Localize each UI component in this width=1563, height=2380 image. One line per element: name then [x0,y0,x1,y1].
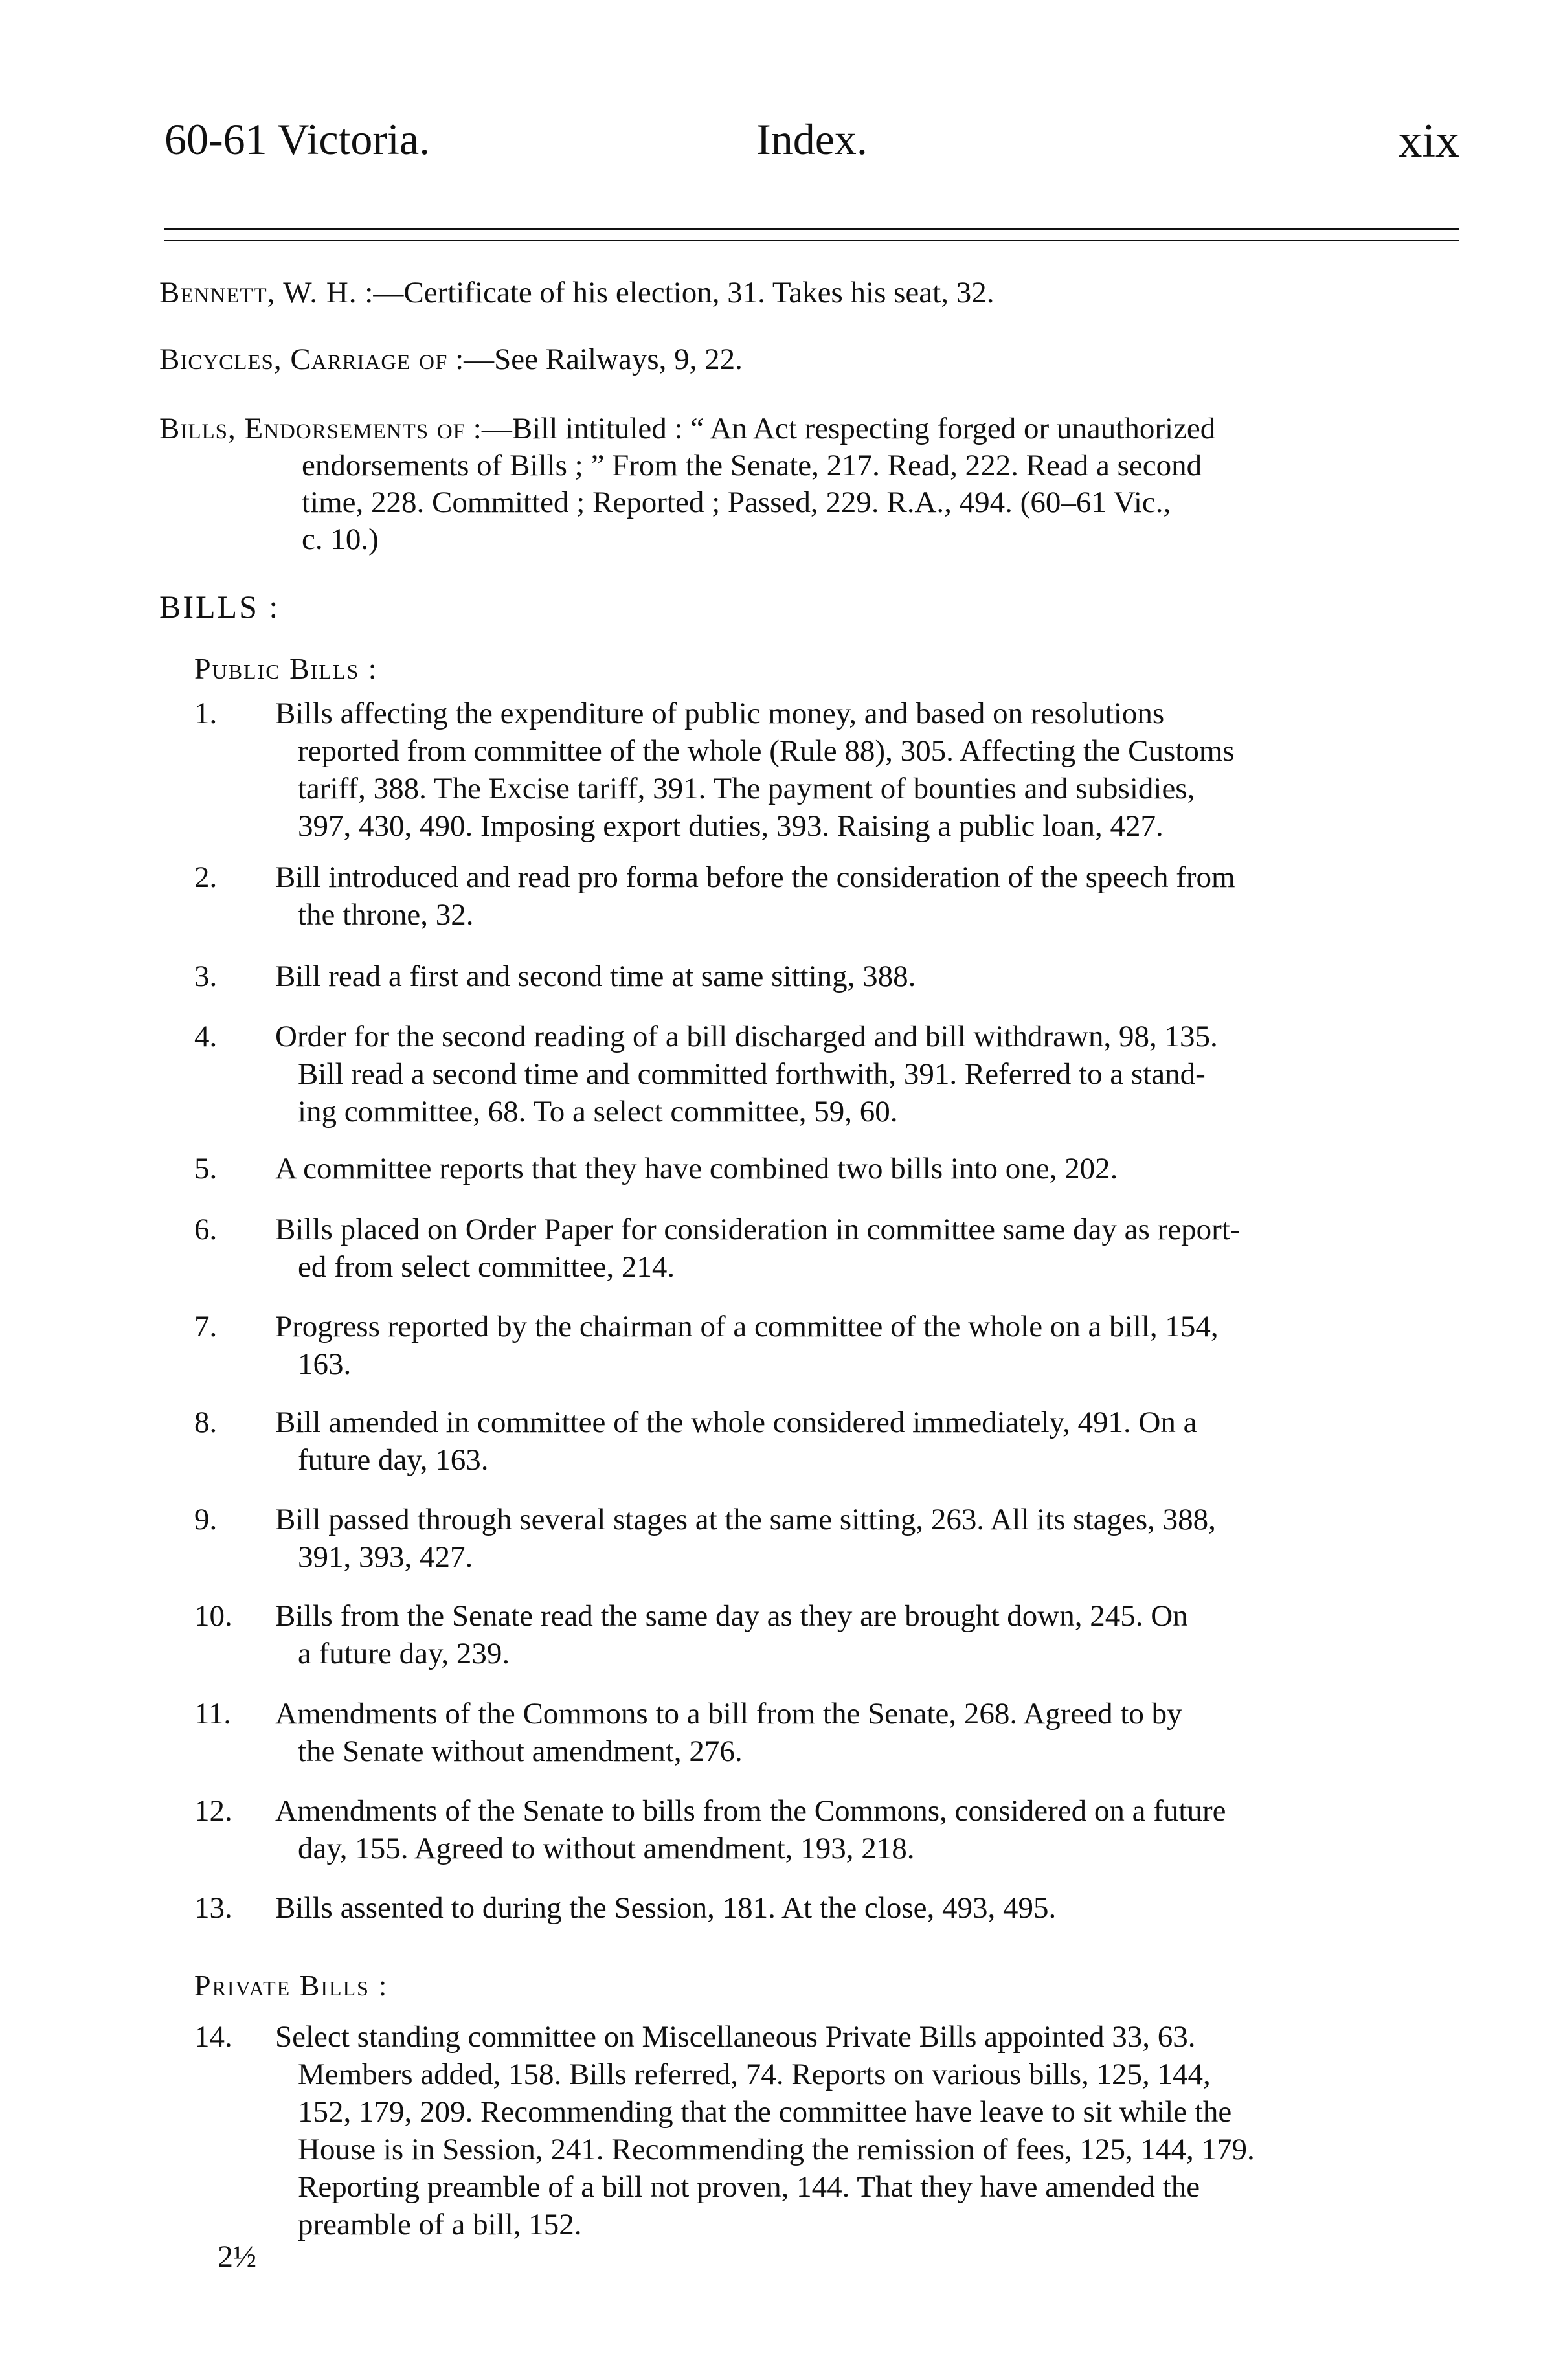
list-item [194,1018,1457,1130]
item-number: 9. [194,1503,218,1536]
item-text: Reporting preamble of a bill not proven, 144. That they have amended the [298,2170,1200,2204]
index-entry [159,341,1454,378]
item-number: 3. [194,960,218,993]
item-text: Select standing committee on Miscellaneous Private Bills appointed 33, 63. [275,2020,1196,2054]
subheading-private-bills: Private Bills : [194,1969,388,2002]
list-item [194,859,1457,934]
item-number: 2. [194,860,218,894]
list-item [194,1695,1457,1770]
item-text: preamble of a bill, 152. [298,2208,582,2241]
list-item [194,1308,1457,1383]
item-text: Bills from the Senate read the same day as they are brought down, 245. On [275,1599,1188,1633]
header-title: Index. [756,115,868,164]
list-item [194,2018,1457,2243]
item-text: the Senate without amendment, 276. [298,1734,743,1768]
list-item [194,1597,1457,1672]
entry-text: See Railways, 9, 22. [494,342,743,376]
entry-separator: :— [466,412,512,445]
item-number: 14. [194,2020,232,2054]
item-text: Order for the second reading of a bill discharged and bill withdrawn, 98, 135. [275,1020,1218,1053]
entry-text: Certificate of his election, 31. Takes his seat, 32. [403,276,995,309]
item-number: 10. [194,1599,232,1633]
item-text: Amendments of the Senate to bills from the Commons, considered on a future [275,1794,1226,1828]
item-number: 5. [194,1152,218,1185]
item-text: a future day, 239. [298,1637,510,1670]
item-text: Amendments of the Commons to a bill from the Senate, 268. Agreed to by [275,1697,1182,1731]
item-text: Members added, 158. Bills referred, 74. Reports on various bills, 125, 144, [298,2058,1211,2091]
item-text: 391, 393, 427. [298,1540,473,1574]
item-text: Progress reported by the chairman of a committee of the whole on a bill, 154, [275,1310,1219,1343]
list-item [194,1792,1457,1867]
list-item [194,1404,1457,1479]
item-text: ing committee, 68. To a select committee, 59, 60. [298,1095,898,1128]
item-number: 8. [194,1406,218,1439]
item-number: 4. [194,1020,218,1053]
item-text: Bills assented to during the Session, 181. At the close, 493, 495. [275,1891,1057,1925]
item-number: 12. [194,1794,232,1828]
item-number: 7. [194,1310,218,1343]
header-rule [164,228,1459,230]
signature-mark: 2½ [218,2240,256,2274]
entry-heading: Bills, Endorsements of [159,412,466,445]
item-text: 163. [298,1347,352,1381]
item-text: 152, 179, 209. Recommending that the committee have leave to sit while the [298,2095,1232,2129]
running-header [164,114,1459,185]
item-text: tariff, 388. The Excise tariff, 391. The payment of bounties and subsidies, [298,772,1195,805]
item-text: House is in Session, 241. Recommending the remission of fees, 125, 144, 179. [298,2133,1255,2166]
item-text: Bill amended in committee of the whole considered immediately, 491. On a [275,1406,1197,1439]
item-number: 6. [194,1213,218,1246]
list-item [194,958,1457,995]
header-page-number: xix [1398,115,1459,168]
entry-text: c. 10.) [302,522,379,556]
item-text: ed from select committee, 214. [298,1250,675,1284]
item-text: Bill read a second time and committed forthwith, 391. Referred to a stand- [298,1057,1206,1091]
item-text: day, 155. Agreed to without amendment, 193, 218. [298,1832,915,1865]
item-text: the throne, 32. [298,898,474,932]
list-item [194,695,1457,845]
item-text: future day, 163. [298,1443,489,1477]
entry-separator: :— [357,276,404,309]
subheading-public-bills: Public Bills : [194,652,378,685]
item-number: 13. [194,1891,232,1925]
item-text: Bill read a first and second time at same sitting, 388. [275,960,916,993]
section-heading-bills: BILLS : [159,589,280,625]
item-text: Bill passed through several stages at the same sitting, 263. All its stages, 388, [275,1503,1216,1536]
header-session: 60-61 Victoria. [164,115,431,164]
list-item [194,1150,1457,1187]
entry-text: endorsements of Bills ; ” From the Senate, 217. Read, 222. Read a second [302,449,1202,482]
entry-separator: :— [447,342,495,376]
item-number: 1. [194,697,218,730]
item-text: Bills affecting the expenditure of public money, and based on resolutions [275,697,1165,730]
header-rule [164,240,1459,241]
index-entry [159,275,1454,311]
list-item [194,1211,1457,1286]
entry-heading: Bennett, W. H. [159,276,357,309]
item-text: Bill introduced and read pro forma before the consideration of the speech from [275,860,1235,894]
list-item [194,1501,1457,1576]
list-item [194,1889,1457,1927]
entry-text: Bill intituled : “ An Act respecting forged or unauthorized [512,412,1216,445]
item-number: 11. [194,1697,232,1731]
item-text: A committee reports that they have combined two bills into one, 202. [275,1152,1118,1185]
item-text: 397, 430, 490. Imposing export duties, 393. Raising a public loan, 427. [298,809,1164,843]
item-text: Bills placed on Order Paper for consideration in committee same day as report- [275,1213,1241,1246]
entry-text: time, 228. Committed ; Reported ; Passed, 229. R.A., 494. (60–61 Vic., [302,486,1171,519]
item-text: reported from committee of the whole (Rule 88), 305. Affecting the Customs [298,734,1235,768]
entry-heading: Bicycles, Carriage of [159,342,448,376]
index-entry [159,410,1454,558]
